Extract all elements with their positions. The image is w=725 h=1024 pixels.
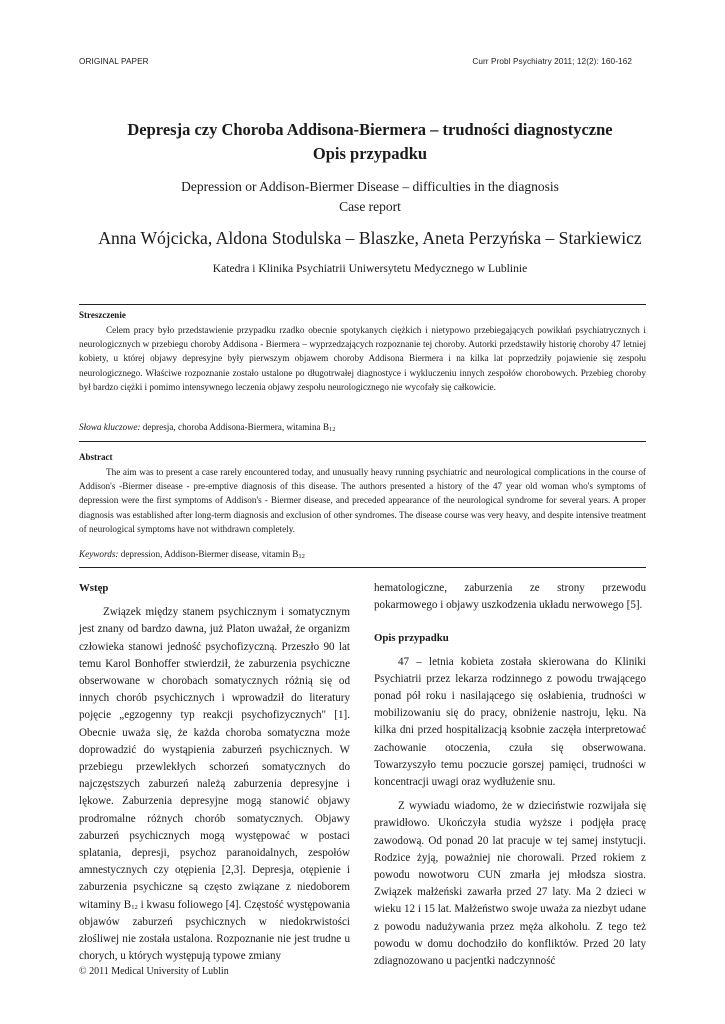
- title-line-2: Opis przypadku: [312, 144, 428, 163]
- citation-label: Curr Probl Psychiatry 2011; 12(2): 160-162: [472, 57, 632, 66]
- polish-keywords-text: depresja, choroba Addisona-Biermera, witamina B: [142, 422, 330, 432]
- opis-paragraph-1: [374, 654, 646, 792]
- opis-heading: Opis przypadku: [374, 632, 449, 645]
- article-title: [60, 118, 680, 166]
- opis-paragraph-2: [374, 798, 646, 970]
- polish-keywords-sub: 12: [329, 426, 336, 433]
- copyright-footer: © 2011 Medical University of Lublin: [79, 966, 229, 977]
- streszczenie-body: Celem pracy było przedstawienie przypadku rzadko obecnie spotykanych ciężkich i nietypowo przebiegających powikłań psychiatrycznych i neurologicznych w przebiegu choroby Addisona - Biermera – wyprzedzających rozpoznanie tej choroby. Autorki przedstawiły historię choroby 47 letniej kobiety, u której objawy depresyjne były pierwszym objawem choroby Addisona Biermera i na kilka lat poprzedziły pojawienie się zespołu neurologicznego. Właściwe rozpoznanie zostało ustalone po długotrwałej diagnostyce i wykluczeniu innych zespołów chorobowych. Przebieg choroby był bardzo ciężki i pomimo intensywnego leczenia objawy zespołu neurologicznego nie wycofały się całkowicie.: [79, 325, 646, 392]
- title-line-1: Depresja czy Choroba Addisona-Biermera – trudności diagnostyczne: [127, 120, 613, 139]
- english-keywords: [79, 547, 646, 561]
- right-column: [374, 580, 646, 970]
- authors: Anna Wójcicka, Aldona Stodulska – Blaszke, Aneta Perzyńska – Starkiewicz: [98, 228, 642, 248]
- affiliation: Katedra i Klinika Psychiatrii Uniwersytetu Medycznego w Lublinie: [212, 262, 528, 275]
- streszczenie-heading: Streszczenie: [79, 310, 126, 320]
- wstep-heading: Wstęp: [79, 582, 109, 594]
- wstep-text-b: i kwasu foliowego [4]. Częstość występowania objawów zaburzeń psychicznych w niedokrwistości złośliwej nie została ustalona. Rozpoznanie nie jest trudne u chorych, u których występują typowe zmiany: [79, 898, 350, 963]
- english-keywords-text: depression, Addison-Biermer disease, vitamin B: [120, 549, 299, 559]
- subtitle-line-1: Depression or Addison-Biermer Disease – difficulties in the diagnosis: [181, 179, 559, 194]
- top-divider: [79, 304, 646, 305]
- subtitle-line-2: Case report: [339, 199, 401, 214]
- body-divider: [79, 567, 646, 568]
- abstract-text: [79, 465, 646, 536]
- wstep-subscript: 12: [131, 903, 138, 911]
- english-title: [60, 177, 680, 217]
- abstract-body: The aim was to present a case rarely encountered today, and unusually heavy running psychiatric and neurological complications in the course of Addison's -Biermer disease - pre-emptive diagnosis of this disease. The authors presented a history of the 47 year old woman who's symptoms of depression were the first symptoms of Addison's - Biermer disease, and preceded appearance of the neurological syndrome for several years. A proper diagnosis was established after long-term diagnosis and exclusion of other syndromes. The disease course was very heavy, and despite intensive treatment of neurological symptoms have not withdrawn completely.: [79, 467, 646, 534]
- streszczenie-text: [79, 323, 646, 394]
- opis-paragraph-2-text: Z wywiadu wiadomo, że w dzieciństwie rozwijała się prawidłowo. Ukończyła studia wyższe i podjęła pracę zawodową. Od ponad 20 lat pracuje w tej samej instytucji. Rodzice żyją, poważniej nie chorowali. Przed rokiem z powodu nowotworu CUN zmarła jej młodsza siostra. Związek małżeński zawarła przed 27 laty. Ma 2 dzieci w wieku 12 i 15 lat. Małżeństwo swoje uważa za niezbyt udane z powodu nadużywania przez męża alkoholu. Z tego też powodu w domu dochodziło do konfliktów. Przed 20 laty zdiagnozowano u pacjentki nadczynność: [374, 800, 646, 968]
- english-keywords-sub: 12: [298, 553, 305, 560]
- journal-section-label: ORIGINAL PAPER: [79, 57, 149, 66]
- wstep-paragraph: [79, 604, 350, 965]
- abstract-divider: [79, 441, 646, 442]
- wstep-text-a: Związek między stanem psychicznym i somatycznym jest znany od bardzo dawna, już Platon uważał, że organizm człowieka stanowi jedność psychofizyczną. Przeszło 90 lat temu Karol Bonhoffer stwierdził, że zaburzenia psychiczne obserwowane w chorobach somatycznych różnią się od innych chorób psychicznych i wprowadził do literatury pojęcie „egzogenny typ reakcji psychofizycznych" [1]. Obecnie uważa się, że każda choroba somatyczna może doprowadzić do wystąpienia zaburzeń psychicznych. W przebiegu przewlekłych schorzeń somatycznych do najczęstszych zaburzeń należą zaburzenia depresyjne i lękowe. Zaburzenia depresyjne mogą stanowić objawy prodromalne różnych chorób somatycznych. Objawy zaburzeń psychicznych mogą występować w postaci splatania, depresji, psychoz paranoidalnych, zespołów amnestycznych czy otępienia [2,3]. Depresja, otępienie i zaburzenia psychiczne są często związane z niedoborem witaminy B: [79, 606, 350, 911]
- opis-paragraph-1-text: 47 – letnia kobieta została skierowana do Kliniki Psychiatrii przez lekarza rodzinnego z powodu trwającego ponad pół roku i nasilającego się osłabienia, trudności w mobilizowaniu się do pracy, obniżenie nastroju, lęku. Na kilka dni przed hospitalizacją ksobnie zaczęła interpretować zachowanie otoczenia, czuła się obserwowana. Towarzyszyło temu poczucie gorszej pamięci, trudności w koncentracji uwagi oraz wydłużenie snu.: [374, 655, 646, 789]
- left-column: [79, 580, 350, 965]
- polish-keywords: [79, 420, 646, 434]
- english-keywords-label: Keywords:: [79, 549, 119, 559]
- polish-keywords-label: Słowa kluczowe:: [79, 422, 141, 432]
- abstract-heading: Abstract: [79, 452, 113, 462]
- continued-paragraph: hematologiczne, zaburzenia ze strony przewodu pokarmowego i objawy uszkodzenia układu nerwowego [5].: [374, 582, 646, 612]
